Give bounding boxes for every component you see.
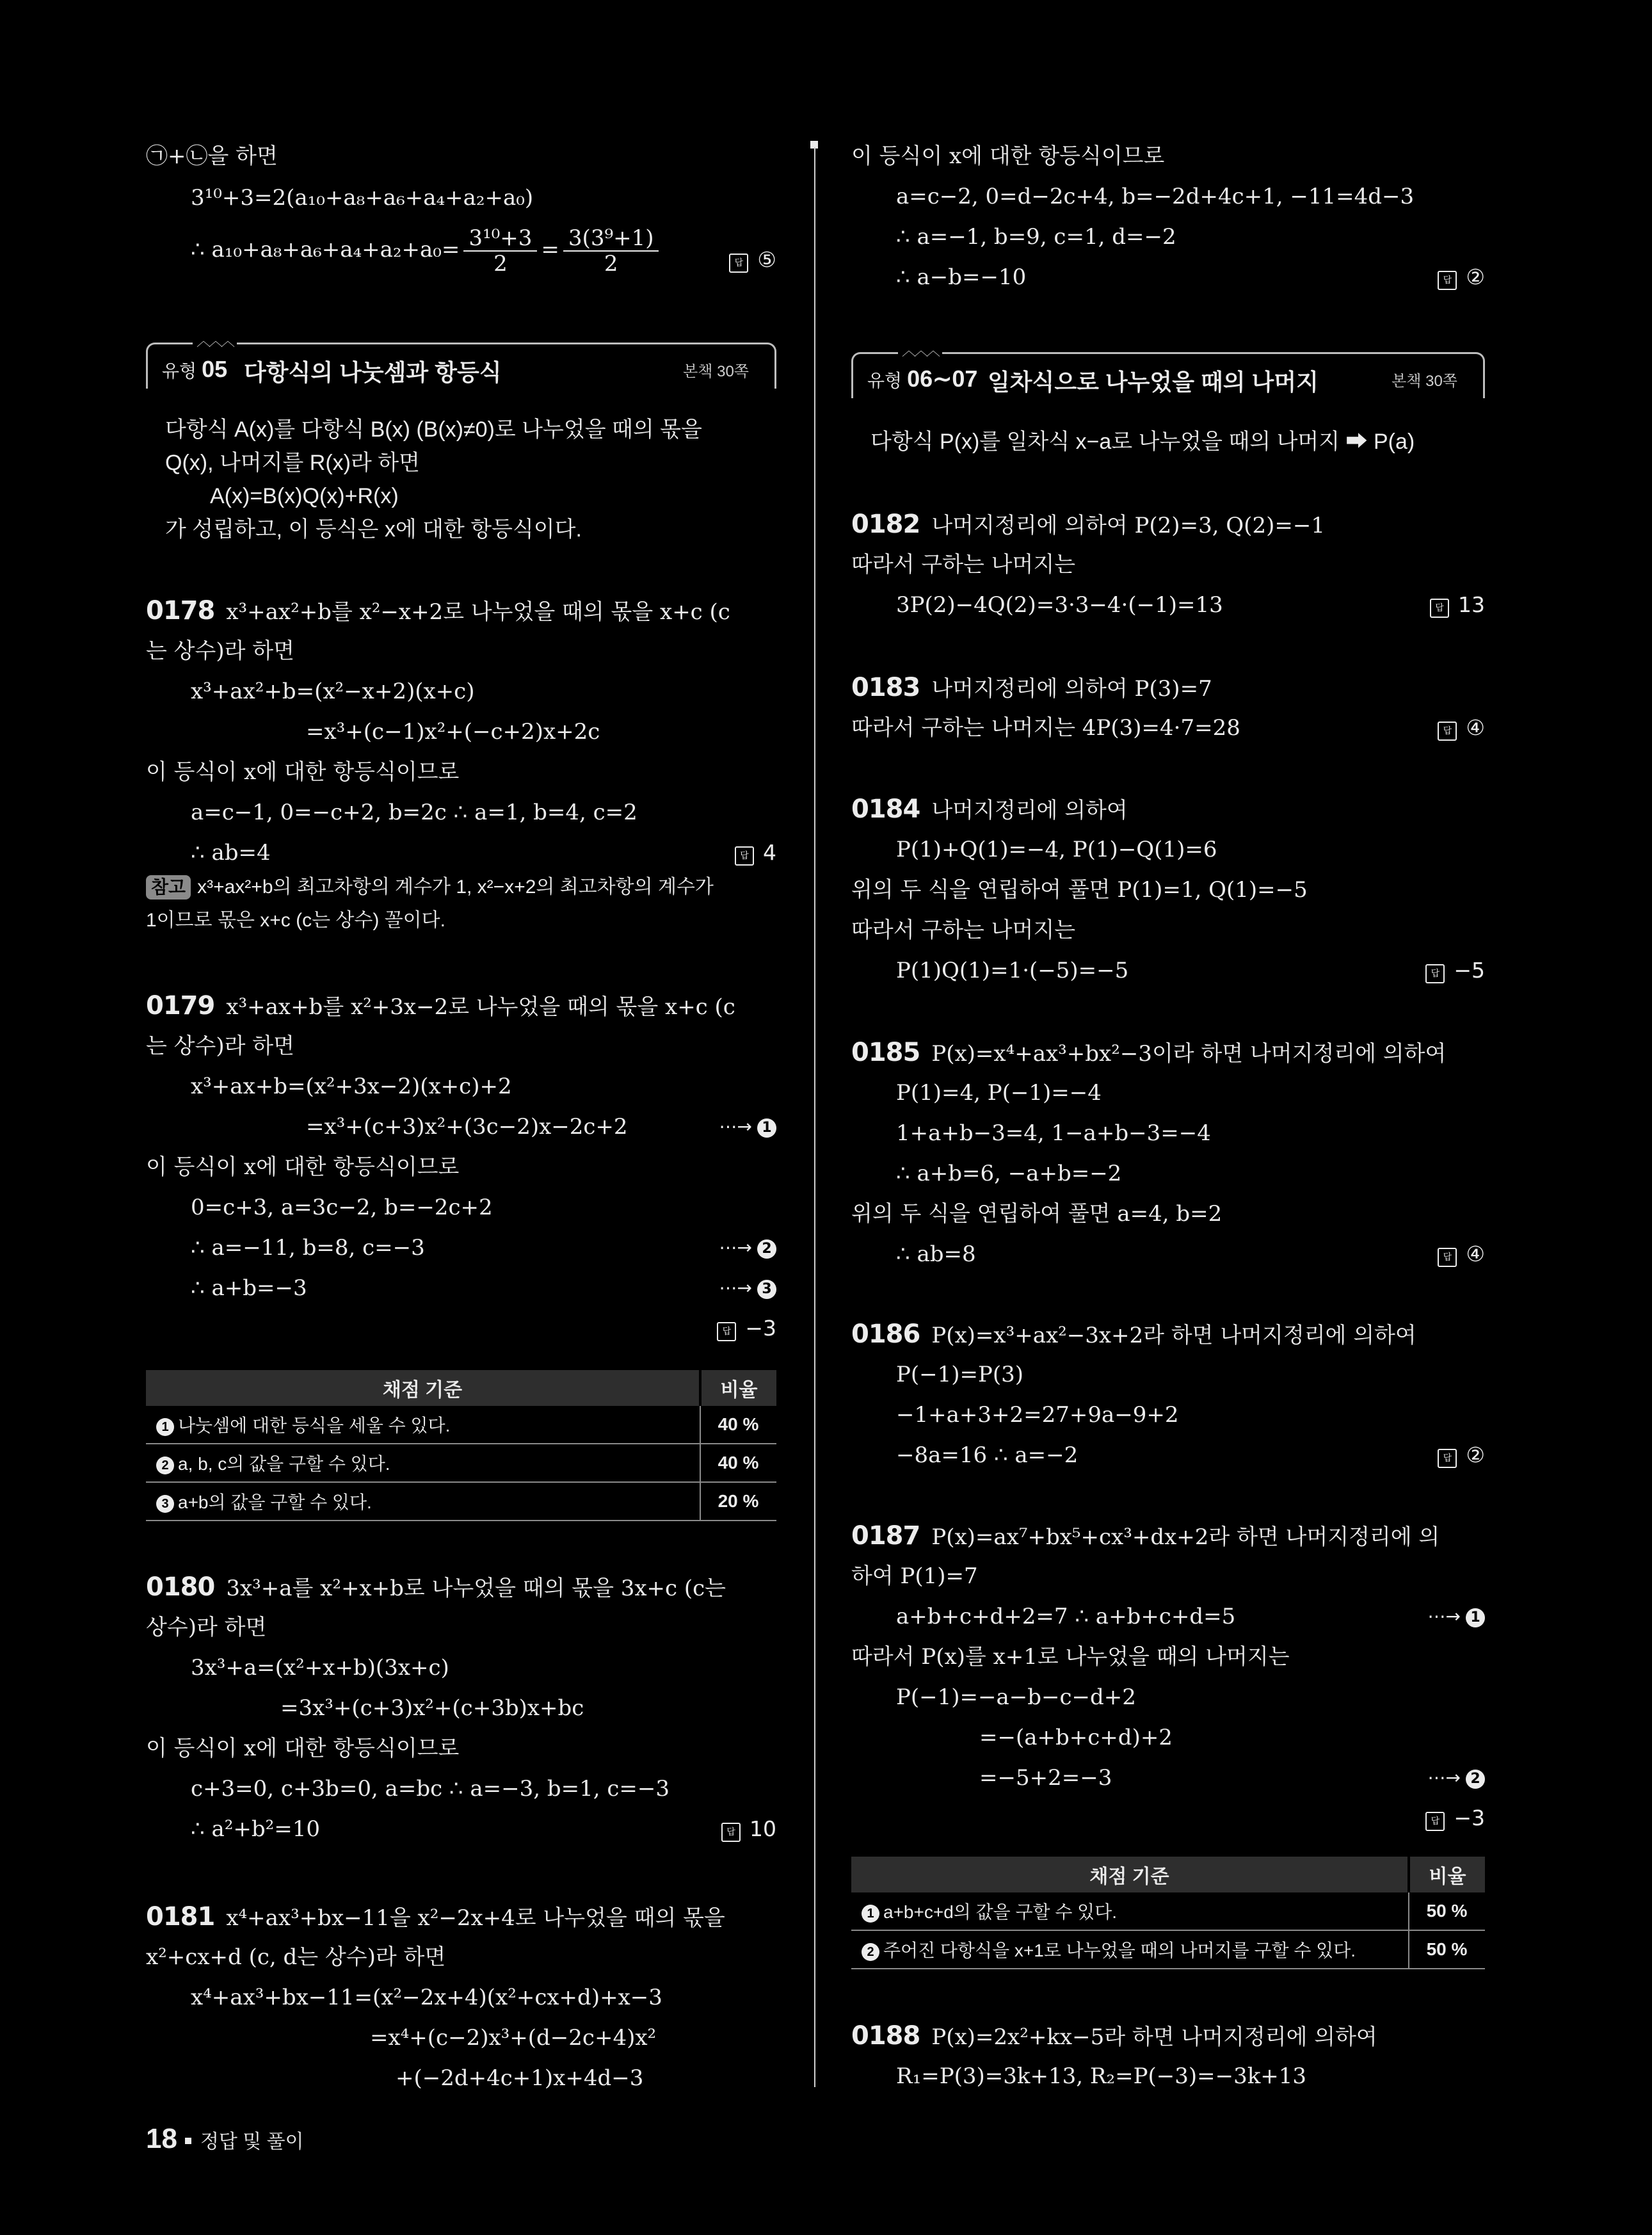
problem-0186: 0186 P(x)=x³+ax²−3x+2라 하면 나머지정리에 의하여 [851, 1319, 1416, 1349]
text-line: 따라서 P(x)를 x+1로 나누었을 때의 나머지는 [851, 1644, 1290, 1670]
wave-decoration-icon: ︿︿︿ [898, 340, 942, 360]
table-row: 1 나눗셈에 대한 등식을 세울 수 있다. 40 % [146, 1406, 776, 1444]
equation-line: 3P(2)−4Q(2)=3·3−4·(−1)=13 답 13 [851, 590, 1485, 620]
problem-0184: 0184 나머지정리에 의하여 [851, 795, 1128, 824]
equation-line: P(1)+Q(1)=−4, P(1)−Q(1)=6 [896, 837, 1217, 862]
text-line: 위의 두 식을 연립하여 풀면 a=4, b=2 [851, 1201, 1223, 1227]
text-line: 이 등식이 x에 대한 항등식이므로 [851, 143, 1165, 169]
type-header-05: ︿︿︿ 유형 05 다항식의 나눗셈과 항등식 본책 30쪽 [146, 343, 776, 389]
equation-line: ∴ ab=8 답 ④ [851, 1239, 1485, 1270]
answer: 답 ② [1438, 1440, 1485, 1471]
equation-line: x⁴+ax³+bx−11=(x²−2x+4)(x²+cx+d)+x−3 [191, 1985, 662, 2010]
equation-line: ∴ a=−1, b=9, c=1, d=−2 [896, 224, 1176, 250]
text-line: 따라서 구하는 나머지는 [851, 552, 1076, 577]
page-number: 18 [146, 2123, 177, 2154]
answer: 답 4 [735, 837, 776, 868]
answer: 답 10 [721, 1814, 776, 1844]
equation-line: x³+ax+b=(x²+3x−2)(x+c)+2 [191, 1074, 512, 1099]
equation-line: P(1)=4, P(−1)=−4 [896, 1080, 1102, 1106]
equation-line: ∴ a+b=−3 ⋯→ 3 [146, 1273, 776, 1303]
equation-line: 3¹⁰+3=2(a₁₀+a₈+a₆+a₄+a₂+a₀) [191, 185, 534, 211]
equation-line: =x³+(c−1)x²+(−c+2)x+2c [306, 719, 600, 745]
text-line: 상수)라 하면 [146, 1615, 267, 1640]
section-title: 정답 및 풀이 [200, 2131, 304, 2152]
table-row: 2 a, b, c의 값을 구할 수 있다. 40 % [146, 1444, 776, 1482]
equation-line: =x³+(c+3)x²+(3c−2)x−2c+2 ⋯→ 1 [146, 1111, 776, 1142]
text-line: 이 등식이 x에 대한 항등식이므로 [146, 759, 460, 785]
fraction: $\frac{\text{3¹⁰+3}}{2}$ [463, 226, 537, 276]
fraction: $\frac{\text{3(3⁹+1)}}{2}$ [563, 226, 659, 276]
problem-0182: 0182 나머지정리에 의하여 P(2)=3, Q(2)=−1 [851, 510, 1325, 539]
equation-line: −1+a+3+2=27+9a−9+2 [896, 1402, 1179, 1428]
text-line: x²+cx+d (c, d는 상수)라 하면 [146, 1944, 446, 1970]
type-title: 일차식으로 나누었을 때의 나머지 [988, 369, 1319, 395]
equation-line: =x⁴+(c−2)x³+(d−2c+4)x² [370, 2025, 657, 2051]
problem-0185: 0185 P(x)=x⁴+ax³+bx²−3이라 하면 나머지정리에 의하여 [851, 1038, 1447, 1067]
equation-line: a=c−1, 0=−c+2, b=2c ∴ a=1, b=4, c=2 [191, 800, 638, 825]
equation-line: a=c−2, 0=d−2c+4, b=−2d+4c+1, −11=4d−3 [896, 184, 1415, 209]
summary-box: 다항식 P(x)를 일차식 x−a로 나누었을 때의 나머지 ➡ P(a) [870, 430, 1415, 454]
equation-line: =−5+2=−3 ⋯→ 2 [851, 1763, 1485, 1793]
note-badge: 참고 [146, 875, 191, 900]
equation-line: −8a=16 ∴ a=−2 답 ② [851, 1440, 1485, 1471]
text-line: 따라서 구하는 나머지는 4P(3)=4·7=28 답 ④ [851, 713, 1485, 743]
answer: 답 ② [1438, 262, 1485, 293]
type-header-06-07: ︿︿︿ 유형 06∼07 일차식으로 나누었을 때의 나머지 본책 30쪽 [851, 352, 1485, 398]
page-footer [146, 2123, 304, 2155]
equation-line: ∴ a=−11, b=8, c=−3 ⋯→ 2 [146, 1232, 776, 1263]
equation-line: a+b+c+d+2=7 ∴ a+b+c+d=5 ⋯→ 1 [851, 1601, 1485, 1632]
step-marker: ⋯→ 1 [719, 1111, 776, 1142]
equation-line: ∴ a₁₀+a₈+a₆+a₄+a₂+a₀= $\frac{\text{3¹⁰+3}}{2}$ = $\frac{\text{3(3⁹+1)}}{2}$ 답 ⑤ [146, 224, 776, 276]
summary-box: 다항식 A(x)를 다항식 B(x) (B(x)≠0)로 나누었을 때의 몫을 Q(x), 나머지를 R(x)라 하면 A(x)=B(x)Q(x)+R(x) 가 성립하고, 이 등식은 x에 대한 항등식이다. [165, 417, 702, 542]
table-row: 3 a+b의 값을 구할 수 있다. 20 % [146, 1482, 776, 1521]
step-marker: ⋯→ 1 [1428, 1601, 1485, 1632]
equation-line: P(1)Q(1)=1·(−5)=−5 답 −5 [851, 955, 1485, 986]
text-line: 하여 P(1)=7 [851, 1563, 978, 1589]
equation-line: ∴ a+b=6, −a+b=−2 [896, 1161, 1122, 1186]
note-box: 참고 x³+ax²+b의 최고차항의 계수가 1, x²−x+2의 최고차항의 계수가 1이므로 몫은 x+c (c는 상수) 꼴이다. [146, 876, 714, 931]
text-line: 이 등식이 x에 대한 항등식이므로 [146, 1154, 460, 1180]
problem-0179: 0179 x³+ax+b를 x²+3x−2로 나누었을 때의 몫을 x+c (c [146, 991, 735, 1021]
problem-0183: 0183 나머지정리에 의하여 P(3)=7 [851, 673, 1212, 702]
equation-line: +(−2d+4c+1)x+4d−3 [396, 2065, 644, 2091]
equation-line: ∴ a²+b²=10 답 10 [146, 1814, 776, 1844]
problem-0188: 0188 P(x)=2x²+kx−5라 하면 나머지정리에 의하여 [851, 2021, 1377, 2051]
equation-line: P(−1)=−a−b−c−d+2 [896, 1684, 1136, 1710]
answer: 답 ④ [1438, 713, 1485, 743]
equation-line: P(−1)=P(3) [896, 1362, 1024, 1387]
equation-line: x³+ax²+b=(x²−x+2)(x+c) [191, 679, 475, 704]
column-divider [814, 147, 815, 2087]
equation-line: c+3=0, c+3b=0, a=bc ∴ a=−3, b=1, c=−3 [191, 1776, 670, 1802]
equation-line: R₁=P(3)=3k+13, R₂=P(−3)=−3k+13 [896, 2063, 1307, 2089]
table-row: 2 주어진 다항식을 x+1로 나누었을 때의 나머지를 구할 수 있다. 50 % [851, 1930, 1485, 1969]
answer: 답 −3 [1425, 1803, 1485, 1834]
equation-line: ∴ a−b=−10 답 ② [851, 262, 1485, 293]
step-marker: ⋯→ 3 [719, 1273, 776, 1303]
problem-0178: 0178 x³+ax²+b를 x²−x+2로 나누었을 때의 몫을 x+c (c [146, 596, 730, 625]
text-line: 따라서 구하는 나머지는 [851, 917, 1076, 943]
table-row: 1 a+b+c+d의 값을 구할 수 있다. 50 % [851, 1892, 1485, 1930]
scoring-table: 채점 기준 비율 1 a+b+c+d의 값을 구할 수 있다. 50 % 2 주어진 다항식을 x+1로 나누었을 때의 나머지를 구할 수 있다. 50 % [851, 1857, 1485, 1969]
answer: 답 13 [1430, 590, 1485, 620]
scoring-table: 채점 기준 비율 1 나눗셈에 대한 등식을 세울 수 있다. 40 % 2 a, b, c의 값을 구할 수 있다. 40 % 3 a+b의 값을 구할 수 있다. 20 % [146, 1370, 776, 1521]
answer: 답 −5 [1425, 955, 1485, 986]
equation-line: =3x³+(c+3)x²+(c+3b)x+bc [280, 1695, 584, 1721]
text-line: 위의 두 식을 연립하여 풀면 P(1)=1, Q(1)=−5 [851, 877, 1308, 903]
text-line: 는 상수)라 하면 [146, 638, 294, 664]
equation-line: 1+a+b−3=4, 1−a+b−3=−4 [896, 1120, 1211, 1146]
answer: 답 −3 [717, 1313, 776, 1344]
step-marker: ⋯→ 2 [1428, 1763, 1485, 1793]
problem-0180: 0180 3x³+a를 x²+x+b로 나누었을 때의 몫을 3x+c (c는 [146, 1572, 726, 1602]
page-reference: 본책 30쪽 [1391, 373, 1457, 390]
answer: 답 ④ [1438, 1239, 1485, 1270]
wave-decoration-icon: ︿︿︿ [193, 330, 237, 350]
answer: 답 ⑤ [729, 234, 776, 286]
step-marker: ⋯→ 2 [719, 1232, 776, 1263]
equation-line: 3x³+a=(x²+x+b)(3x+c) [191, 1655, 449, 1681]
text-line: 는 상수)라 하면 [146, 1033, 294, 1059]
text-line: 이 등식이 x에 대한 항등식이므로 [146, 1736, 460, 1761]
page-reference: 본책 30쪽 [683, 363, 749, 380]
square-bullet-icon [185, 2138, 191, 2144]
equation-line: ∴ ab=4 답 4 [146, 837, 776, 868]
text-line: ㉠+㉡을 하면 [146, 143, 278, 169]
problem-0181: 0181 x⁴+ax³+bx−11을 x²−2x+4로 나누었을 때의 몫을 [146, 1902, 725, 1932]
problem-0187: 0187 P(x)=ax⁷+bx⁵+cx³+dx+2라 하면 나머지정리에 의 [851, 1521, 1440, 1551]
equation-line: 0=c+3, a=3c−2, b=−2c+2 [191, 1195, 493, 1220]
type-title: 다항식의 나눗셈과 항등식 [244, 359, 502, 385]
equation-line: =−(a+b+c+d)+2 [979, 1725, 1173, 1750]
